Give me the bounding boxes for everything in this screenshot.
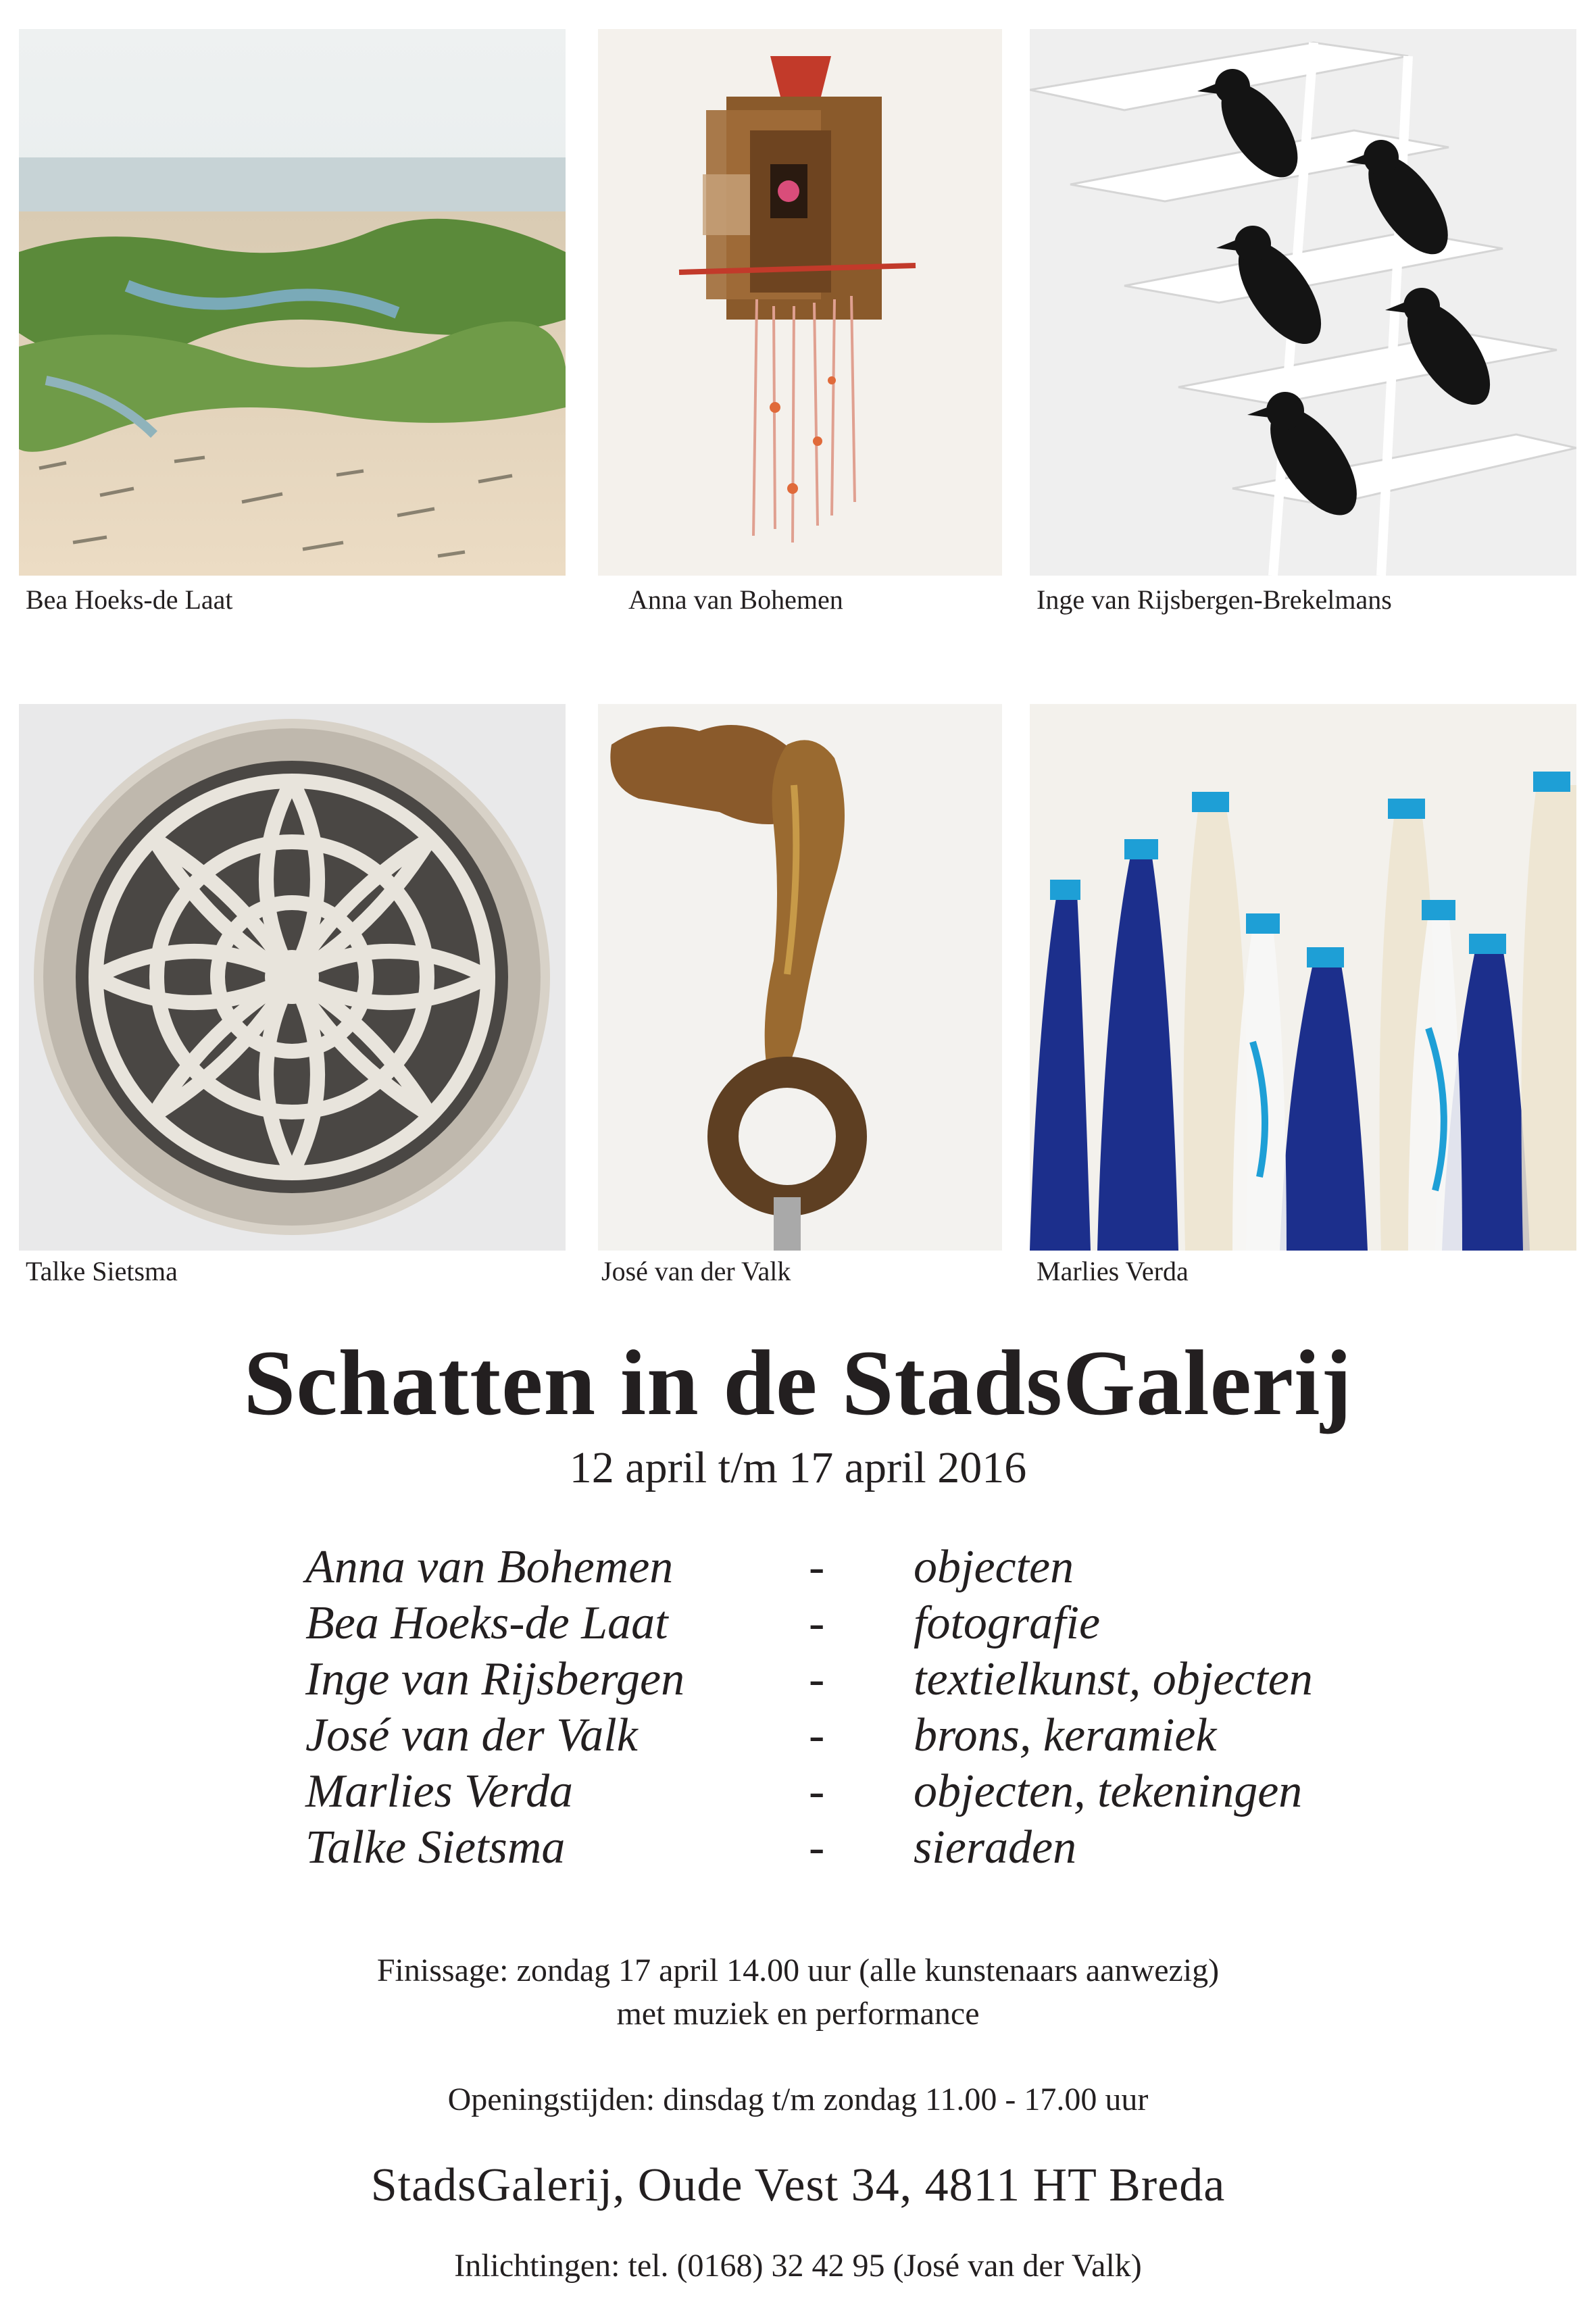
separator-dash: - — [809, 1709, 825, 1761]
artist-row — [305, 1541, 1387, 1601]
finissage-program: met muziek en performance — [616, 1996, 980, 2032]
artwork-image-filigree-bowl — [19, 704, 566, 1251]
artist-row — [305, 1765, 1387, 1825]
separator-dash: - — [809, 1541, 825, 1593]
artwork-caption: Talke Sietsma — [26, 1256, 178, 1286]
artwork-caption: Inge van Rijsbergen-Brekelmans — [1037, 584, 1392, 615]
venue-address: StadsGalerij, Oude Vest 34, 4811 HT Breda — [370, 2159, 1226, 2211]
separator-dash: - — [809, 1821, 825, 1873]
artist-discipline: objecten, tekeningen — [914, 1765, 1303, 1817]
artist-name: Inge van Rijsbergen — [305, 1653, 685, 1705]
artist-row — [305, 1709, 1387, 1769]
artwork-image-assemblage — [598, 29, 1002, 576]
separator-dash: - — [809, 1653, 825, 1705]
artist-name: Marlies Verda — [305, 1765, 573, 1817]
artist-name: José van der Valk — [305, 1709, 638, 1761]
artwork-image-madonna-bottles — [1030, 704, 1576, 1251]
artist-row — [305, 1597, 1387, 1657]
artist-row — [305, 1821, 1387, 1881]
artwork-caption: Marlies Verda — [1037, 1256, 1189, 1286]
contact-info: Inlichtingen: tel. (0168) 32 42 95 (José van der Valk) — [454, 2248, 1142, 2284]
artwork-image-tidal-flats — [19, 29, 566, 576]
artwork-caption: José van der Valk — [601, 1256, 791, 1286]
artist-name: Bea Hoeks-de Laat — [305, 1597, 668, 1649]
artist-discipline: sieraden — [914, 1821, 1077, 1873]
artwork-caption: Anna van Bohemen — [628, 584, 843, 615]
finissage-info: Finissage: zondag 17 april 14.00 uur (alle kunstenaars aanwezig) — [376, 1953, 1220, 1988]
event-title: Schatten in de StadsGalerij — [243, 1331, 1353, 1434]
artist-name: Talke Sietsma — [305, 1821, 566, 1873]
artist-row — [305, 1653, 1387, 1713]
artist-discipline: fotografie — [914, 1597, 1101, 1649]
artwork-image-key-sculpture — [598, 704, 1002, 1251]
artwork-caption: Bea Hoeks-de Laat — [26, 584, 233, 615]
artist-discipline: textielkunst, objecten — [914, 1653, 1313, 1705]
separator-dash: - — [809, 1597, 825, 1649]
event-dates: 12 april t/m 17 april 2016 — [569, 1443, 1027, 1492]
artwork-image-crows — [1030, 29, 1576, 576]
artist-name: Anna van Bohemen — [305, 1541, 674, 1593]
artist-discipline: brons, keramiek — [914, 1709, 1217, 1761]
artist-discipline: objecten — [914, 1541, 1074, 1593]
separator-dash: - — [809, 1765, 825, 1817]
opening-hours: Openingstijden: dinsdag t/m zondag 11.00 - 17.00 uur — [447, 2082, 1149, 2117]
